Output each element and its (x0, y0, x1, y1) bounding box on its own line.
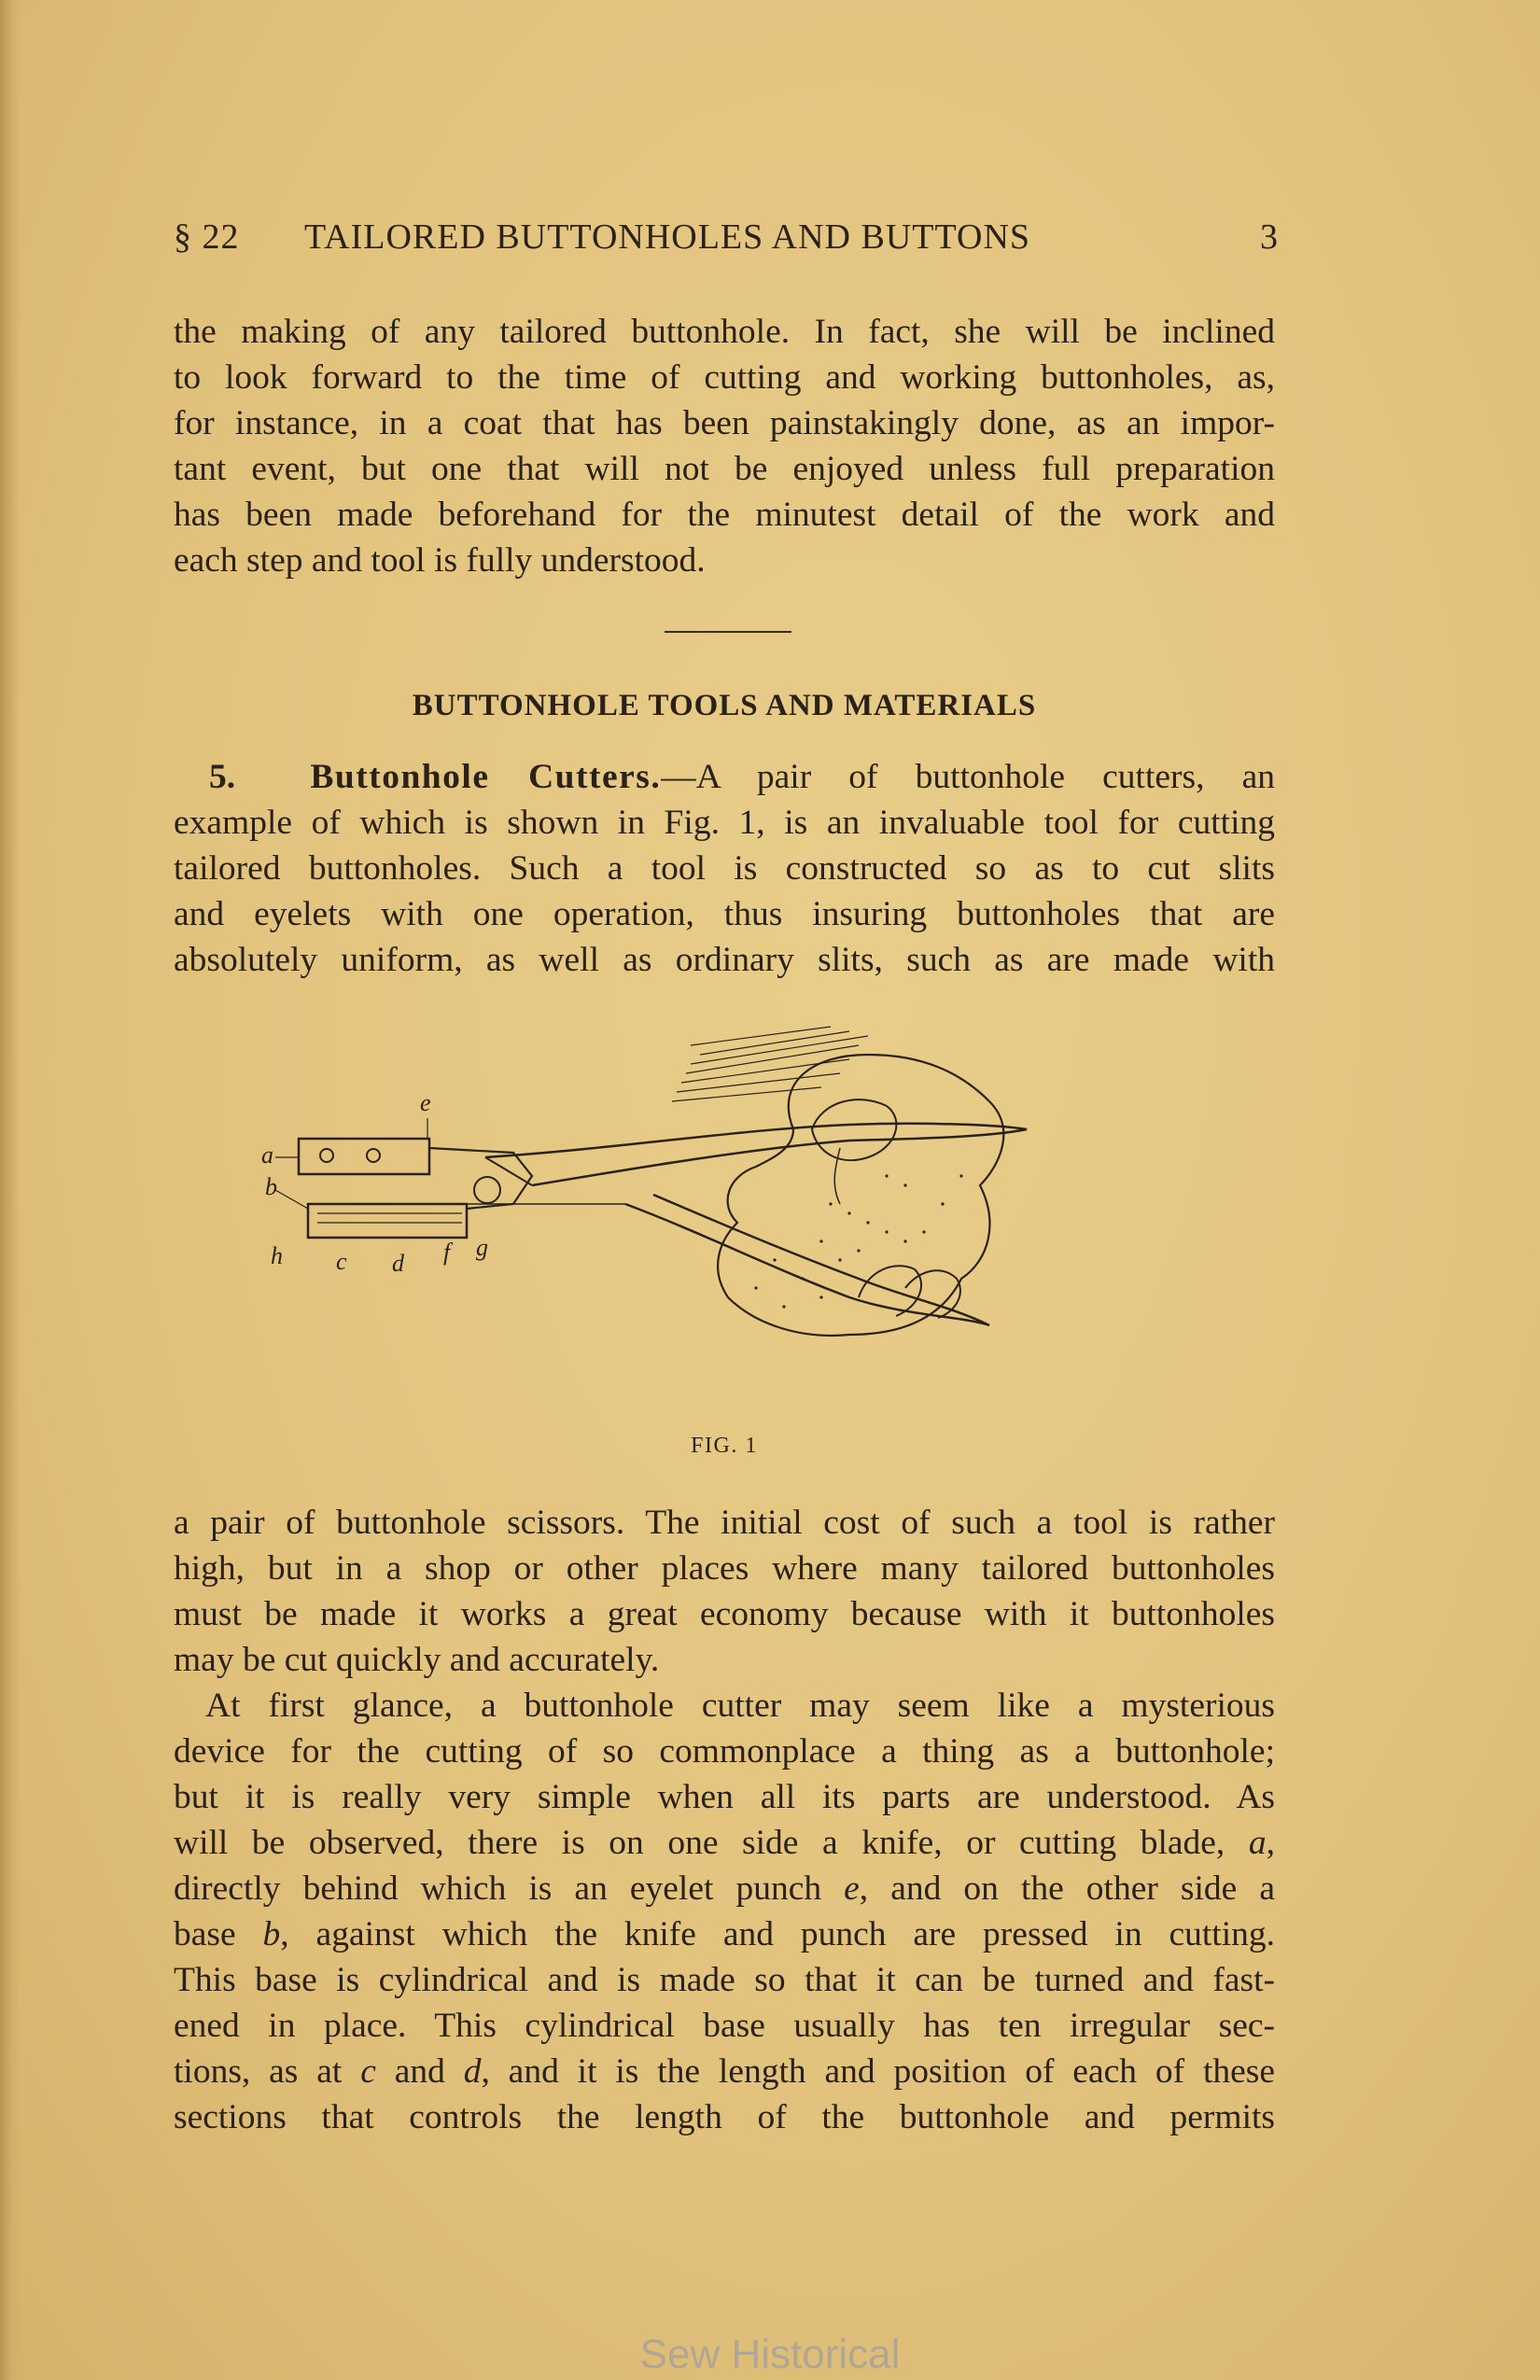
text-fragment: , and it is the length and position of each of these (481, 2052, 1275, 2091)
text-line: the making of any tailored buttonhole. In fact, she will be inclined (174, 313, 1275, 351)
paragraph-number: 5. (209, 758, 236, 796)
text-line: ened in place. This cylindrical base usually has ten irregular sec- (174, 2007, 1275, 2045)
figure-caption: FIG. 1 (691, 1434, 758, 1458)
paragraph-cutter-description (174, 1683, 1275, 2140)
text-line: This base is cylindrical and is made so that it can be turned and fast- (174, 1961, 1275, 1999)
watermark: Sew Historical (639, 2331, 901, 2377)
paragraph-intro (174, 309, 1275, 583)
text-line: and eyelets with one operation, thus insuring buttonholes that are (174, 895, 1275, 933)
text-fragment: and (375, 2052, 464, 2091)
text-line: tant event, but one that will not be enjoyed unless full preparation (174, 450, 1275, 488)
text-line: device for the cutting of so commonplace a thing as a buttonhole; (174, 1732, 1275, 1771)
text-line: example of which is shown in Fig. 1, is an invaluable tool for cutting (174, 804, 1275, 842)
figure-label-g: g (476, 1234, 488, 1261)
paragraph-scissors (174, 1500, 1275, 1683)
text-line (174, 1911, 1275, 1957)
section-divider (665, 631, 791, 633)
text-line: each step and tool is fully understood. (174, 541, 706, 580)
text-fragment: directly behind which is an eyelet punch (174, 1869, 845, 1908)
figure-label-a: a (261, 1141, 273, 1169)
running-title: TAILORED BUTTONHOLES AND BUTTONS (304, 217, 1031, 257)
text-line: has been made beforehand for the minutest detail of the work and (174, 496, 1275, 534)
text-line (174, 1866, 1275, 1911)
section-heading: BUTTONHOLE TOOLS AND MATERIALS (412, 689, 1037, 722)
figure-label-e: e (420, 1089, 431, 1116)
reference-letter: c (360, 2052, 376, 2091)
page-edge (0, 0, 21, 2380)
figure-label-d: d (392, 1250, 404, 1277)
text-line: At first glance, a buttonhole cutter may seem like a mysterious (205, 1687, 1275, 1725)
text-line: tailored buttonholes. Such a tool is constructed so as to cut slits (174, 849, 1275, 888)
buttonhole-cutter-figure (252, 1017, 1195, 1428)
figure-label-b: b (265, 1173, 277, 1200)
text-fragment: , and on the other side a (859, 1869, 1276, 1908)
text-line: sections that controls the length of the buttonhole and permits (174, 2098, 1275, 2136)
text-line (174, 1820, 1275, 1866)
text-line: a pair of buttonhole scissors. The initial cost of such a tool is rather (174, 1504, 1275, 1542)
text-line (174, 754, 1275, 800)
reference-letter: a (1248, 1824, 1267, 1862)
text-line: absolutely uniform, as well as ordinary slits, such as are made with (174, 941, 1275, 979)
text-fragment: will be observed, there is on one side a knife, or cutting blade, (174, 1824, 1249, 1862)
paragraph-lead: Buttonhole Cutters. (310, 758, 662, 796)
text-line: must be made it works a great economy because with it buttonholes (174, 1595, 1275, 1633)
figure-label-c: c (336, 1248, 347, 1275)
section-number: § 22 (174, 217, 240, 257)
reference-letter: b (262, 1915, 281, 1953)
paragraph-buttonhole-cutters (174, 754, 1275, 983)
text-line (174, 2049, 1275, 2094)
running-header (174, 217, 1279, 269)
text-fragment: , against which the knife and punch are pressed in cutting. (280, 1915, 1275, 1953)
text-fragment: base (174, 1915, 263, 1953)
text-line: for instance, in a coat that has been painstakingly done, as an impor- (174, 404, 1275, 442)
reference-letter: e (844, 1869, 860, 1908)
reference-letter: d (463, 2052, 482, 2091)
text-line: to look forward to the time of cutting and working buttonholes, as, (174, 358, 1275, 397)
figure-label-f: f (443, 1239, 451, 1266)
page-number: 3 (1260, 217, 1279, 257)
figure-label-h: h (271, 1242, 283, 1269)
text-fragment: , (1266, 1824, 1275, 1862)
text-fragment: —A pair of buttonhole cutters, an (661, 758, 1275, 796)
text-line: high, but in a shop or other places where many tailored buttonholes (174, 1549, 1275, 1588)
text-line: but it is really very simple when all its parts are understood. As (174, 1778, 1275, 1816)
text-fragment: tions, as at (174, 2052, 361, 2091)
text-line: may be cut quickly and accurately. (174, 1641, 660, 1679)
